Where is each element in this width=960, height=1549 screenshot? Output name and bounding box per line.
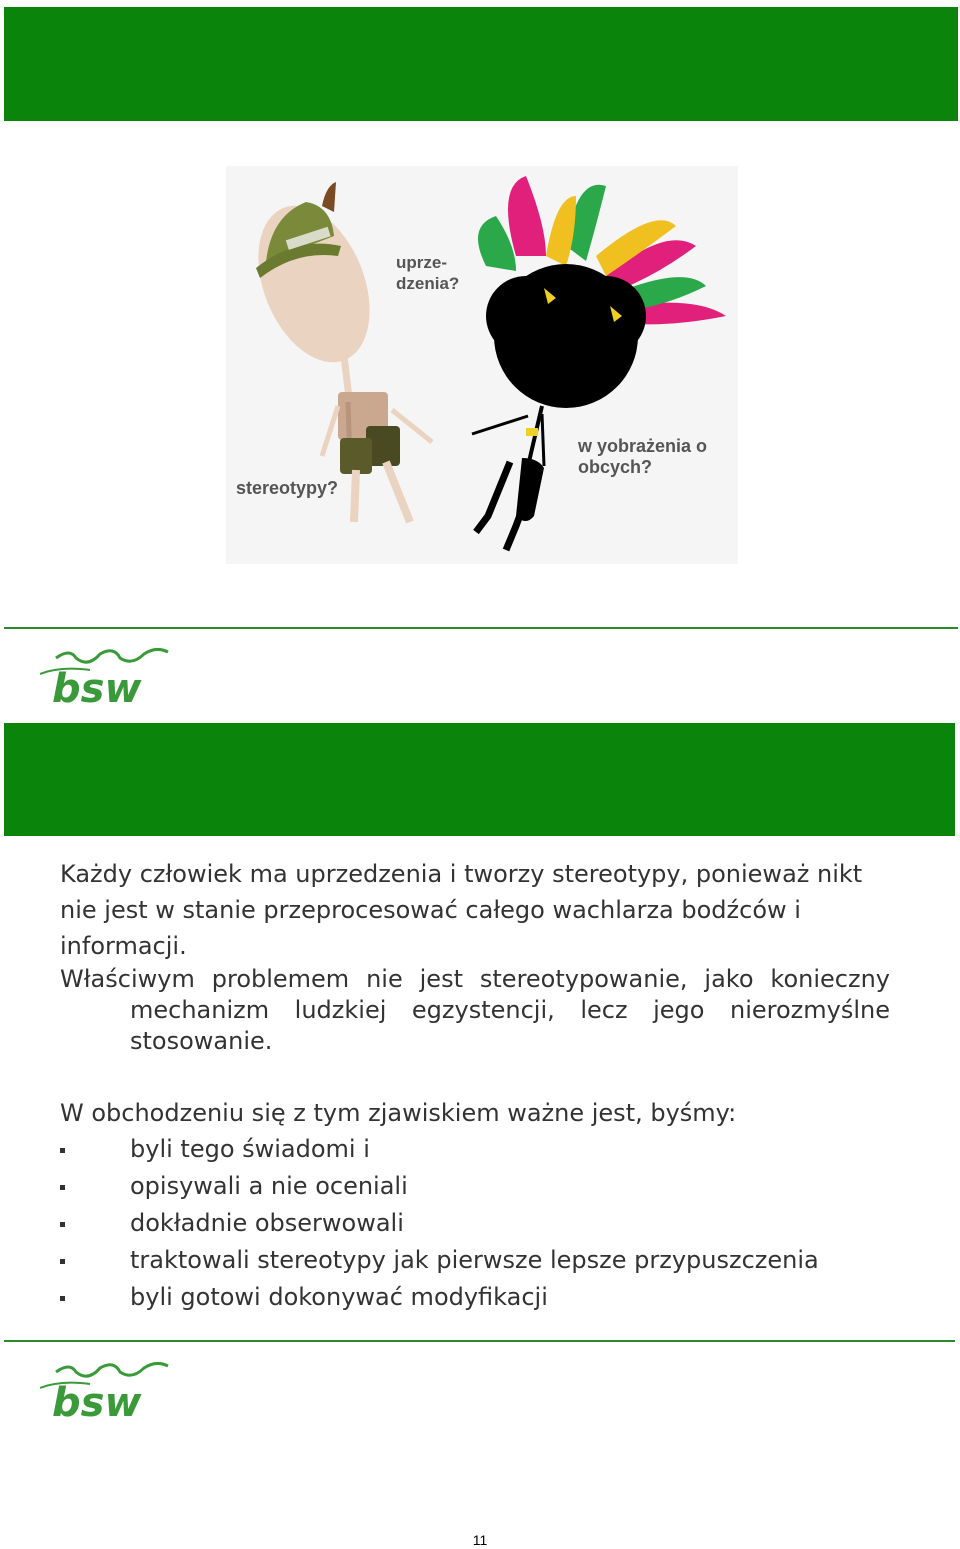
slide2-header-bar <box>4 723 955 836</box>
slide1-header-bar <box>4 7 958 121</box>
bsw-logo-text: bsw <box>52 1380 142 1422</box>
bsw-logo <box>40 1358 172 1422</box>
slide2-body <box>60 856 890 1316</box>
list-item: opisywali a nie oceniali <box>60 1168 890 1205</box>
paragraph-stereotyping-problem: Właściwym problemem nie jest stereotypowanie, jako konieczny mechanizm ludzkiej egzystencji, lecz jego nierozmyślne stosowanie. <box>60 965 890 1055</box>
bullet-icon <box>60 1222 65 1227</box>
list-item: traktowali stereotypy jak pierwsze lepsze przypuszczenia <box>60 1242 890 1279</box>
page-number: 11 <box>472 1532 488 1548</box>
guidelines-list <box>60 1131 890 1316</box>
list-item: byli gotowi dokonywać modyfikacji <box>60 1279 890 1316</box>
slide1-footer-divider <box>4 627 958 629</box>
paragraph-prejudice: Każdy człowiek ma uprzedzenia i tworzy stereotypy, ponieważ nikt nie jest w stanie przeprocesować całego wachlarza bodźców i informacji. <box>60 860 863 960</box>
bullet-icon <box>60 1148 65 1153</box>
stereotypes-illustration <box>226 166 738 564</box>
label-stereotypes: stereotypy? <box>236 478 339 498</box>
list-intro: W obchodzeniu się z tym zjawiskiem ważne jest, byśmy: <box>60 1099 737 1127</box>
bsw-logo-graphic <box>40 1358 172 1422</box>
bsw-logo-graphic <box>40 644 172 708</box>
bullet-icon <box>60 1296 65 1301</box>
label-images-of-others: w yobrażenia o obcych? <box>578 436 708 477</box>
illustration-drawing <box>226 166 738 564</box>
list-item: byli tego świadomi i <box>60 1131 890 1168</box>
bullet-icon <box>60 1259 65 1264</box>
label-prejudice: uprze- dzenia? <box>396 253 460 293</box>
bsw-logo <box>40 644 172 708</box>
bsw-logo-text: bsw <box>52 666 142 708</box>
bullet-icon <box>60 1185 65 1190</box>
slide2-footer-divider <box>4 1340 955 1342</box>
list-item: dokładnie obserwowali <box>60 1205 890 1242</box>
